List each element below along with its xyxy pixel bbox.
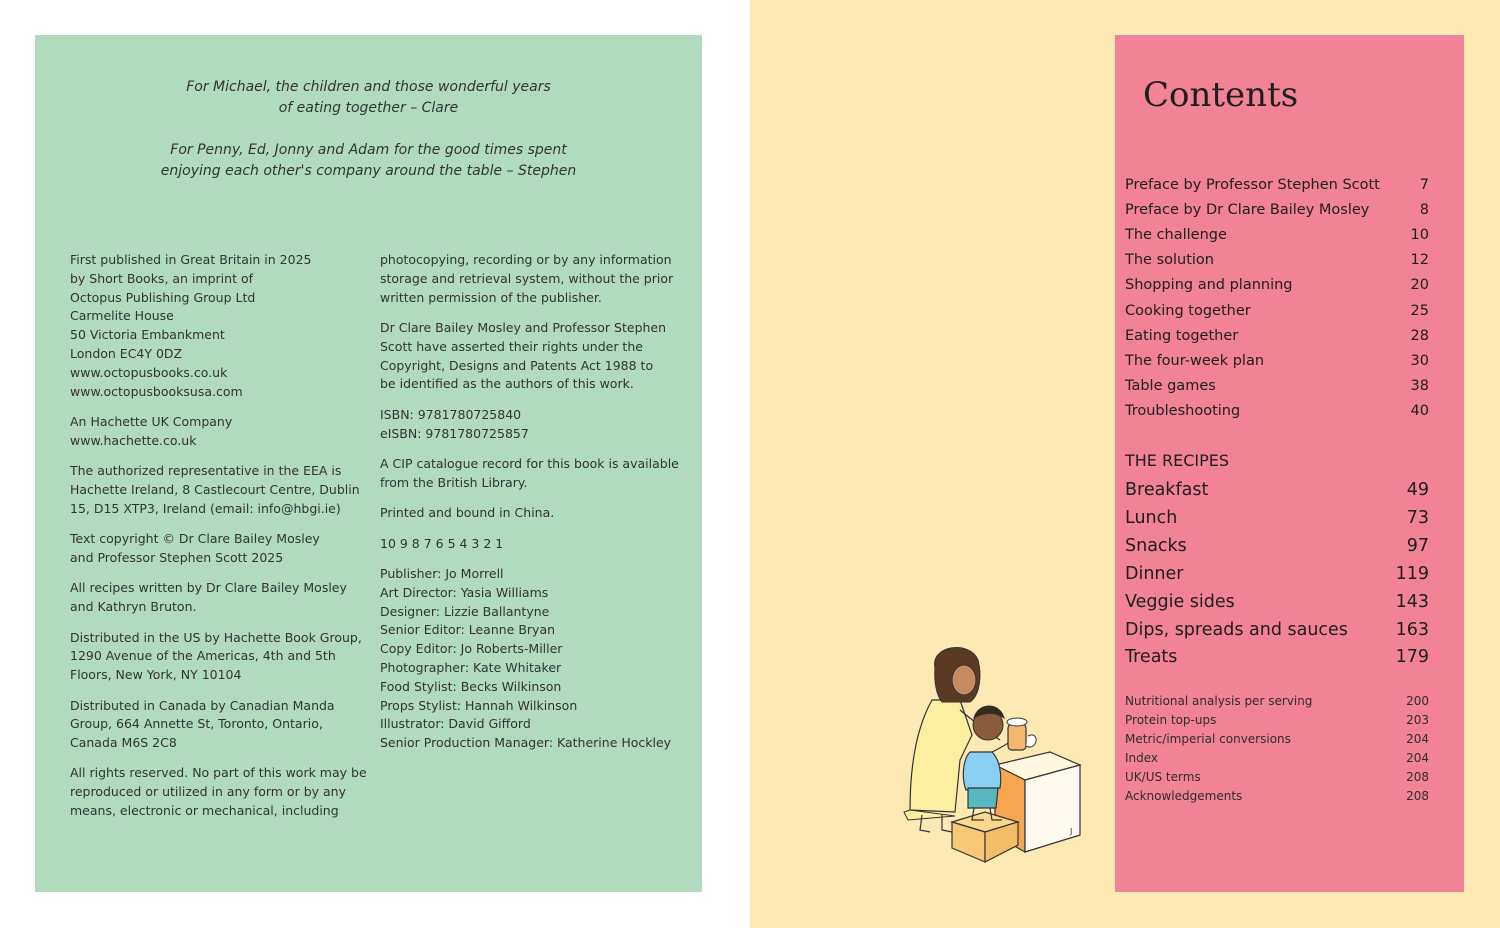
- imprint-line: www.octopusbooksusa.com: [70, 383, 243, 399]
- imprint-paragraph: [70, 697, 367, 753]
- artist-signature: J: [1070, 827, 1073, 836]
- toc-entry: [1125, 324, 1429, 349]
- toc-entry-page: 143: [1395, 591, 1429, 612]
- toc-entry: [1125, 399, 1429, 424]
- imprint-paragraph: [70, 462, 367, 518]
- toc-entry-label: Eating together: [1125, 327, 1239, 344]
- dedication-line: For Michael, the children and those wonderful years: [186, 79, 551, 95]
- imprint-line: Group, 664 Annette St, Toronto, Ontario,: [70, 716, 323, 732]
- toc-entry: [1125, 749, 1429, 768]
- toc-entry: [1125, 560, 1429, 588]
- toc-entry-label: Treats: [1125, 647, 1178, 668]
- imprint-line: storage and retrieval system, without the prior: [380, 270, 674, 286]
- imprint-paragraph: [380, 319, 679, 394]
- toc-entry-label: Table games: [1125, 377, 1216, 394]
- toc-entry: [1125, 768, 1429, 787]
- imprint-right-column: [380, 251, 679, 764]
- toc-entry-page: 200: [1406, 694, 1429, 708]
- toc-entry: [1125, 588, 1429, 616]
- imprint-line: from the British Library.: [380, 474, 528, 490]
- imprint-line: Props Stylist: Hannah Wilkinson: [380, 697, 578, 713]
- imprint-line: photocopying, recording or by any information: [380, 252, 672, 267]
- toc-entry: [1125, 532, 1429, 560]
- imprint-line: Distributed in the US by Hachette Book Group,: [70, 629, 362, 645]
- toc-entry-page: 12: [1410, 252, 1429, 269]
- imprint-paragraph: [380, 406, 679, 444]
- toc-entry-label: Preface by Dr Clare Bailey Mosley: [1125, 202, 1370, 219]
- toc-entry-page: 40: [1410, 402, 1429, 419]
- imprint-left-column: [70, 251, 367, 832]
- imprint-paragraph: [70, 629, 367, 685]
- toc-entry-label: Veggie sides: [1125, 591, 1235, 612]
- dedication-line: For Penny, Ed, Jonny and Adam for the good times spent: [170, 142, 567, 158]
- imprint-line: London EC4Y 0DZ: [70, 345, 183, 361]
- toc-entry-page: 163: [1395, 619, 1429, 640]
- toc-entry-label: Index: [1125, 750, 1159, 765]
- toc-entry: [1125, 787, 1429, 806]
- imprint-paragraph: [380, 535, 679, 554]
- recipes-heading: THE RECIPES: [1125, 451, 1230, 470]
- toc-entry-label: Breakfast: [1125, 480, 1209, 500]
- imprint-line: be identified as the authors of this work.: [380, 376, 634, 392]
- imprint-line: Canada M6S 2C8: [70, 735, 177, 751]
- imprint-line: Copyright, Designs and Patents Act 1988 to: [380, 357, 654, 373]
- imprint-line: Text copyright © Dr Clare Bailey Mosley: [70, 531, 320, 547]
- imprint-line: means, electronic or mechanical, including: [70, 803, 339, 819]
- toc-entry: [1125, 299, 1429, 324]
- imprint-paragraph: [70, 413, 367, 451]
- dedication-line: of eating together – Clare: [278, 100, 459, 116]
- toc-entry-label: Cooking together: [1125, 302, 1251, 319]
- imprint-line: Photographer: Kate Whitaker: [380, 659, 562, 675]
- imprint-line: by Short Books, an imprint of: [70, 270, 253, 286]
- toc-entry-page: 38: [1410, 377, 1429, 394]
- toc-entry-page: 25: [1410, 302, 1429, 319]
- imprint-line: 10 9 8 7 6 5 4 3 2 1: [380, 535, 504, 551]
- toc-entry-page: 7: [1419, 177, 1429, 193]
- toc-entry-label: Preface by Professor Stephen Scott: [1125, 177, 1380, 193]
- toc-entry: [1125, 476, 1429, 504]
- toc-entry-page: 208: [1406, 788, 1429, 803]
- toc-entry-label: Protein top-ups: [1125, 712, 1217, 727]
- imprint-paragraph: [380, 455, 679, 493]
- imprint-line: www.octopusbooks.co.uk: [70, 364, 228, 380]
- imprint-line: Illustrator: David Gifford: [380, 716, 531, 732]
- dedication-stephen: [35, 140, 702, 182]
- imprint-line: and Professor Stephen Scott 2025: [70, 549, 284, 565]
- imprint-line: www.hachette.co.uk: [70, 432, 197, 448]
- imprint-line: Carmelite House: [70, 308, 174, 324]
- imprint-line: The authorized representative in the EEA is: [70, 463, 342, 479]
- imprint-paragraph: [380, 504, 679, 523]
- toc-entry-page: 10: [1410, 227, 1429, 244]
- imprint-paragraph: [70, 579, 367, 617]
- imprint-line: and Kathryn Bruton.: [70, 599, 197, 615]
- toc-entry-label: Nutritional analysis per serving: [1125, 694, 1313, 708]
- imprint-line: reproduced or utilized in any form or by any: [70, 784, 346, 800]
- imprint-line: 1290 Avenue of the Americas, 4th and 5th: [70, 648, 336, 664]
- imprint-paragraph: [380, 565, 679, 753]
- toc-entry-page: 97: [1406, 535, 1429, 556]
- toc-entry-label: Metric/imperial conversions: [1125, 731, 1291, 746]
- imprint-paragraph: [70, 530, 367, 568]
- parent-child-cooking-illustration: [900, 640, 1100, 870]
- contents-title: Contents: [1143, 75, 1299, 115]
- imprint-paragraph: [70, 251, 367, 401]
- imprint-paragraph: [380, 251, 679, 307]
- imprint-line: First published in Great Britain in 2025: [70, 252, 312, 267]
- toc-entry-label: The four-week plan: [1125, 352, 1265, 369]
- toc-entry: [1125, 730, 1429, 749]
- toc-entry-label: Acknowledgements: [1125, 788, 1243, 803]
- imprint-line: Publisher: Jo Morrell: [380, 565, 504, 581]
- imprint-line: Copy Editor: Jo Roberts-Miller: [380, 641, 563, 657]
- toc-entry-label: Snacks: [1125, 535, 1187, 556]
- toc-entry: [1125, 643, 1429, 671]
- imprint-line: Dr Clare Bailey Mosley and Professor Stephen: [380, 319, 667, 335]
- imprint-line: Printed and bound in China.: [380, 505, 555, 521]
- toc-entry-page: 208: [1406, 769, 1429, 784]
- toc-entry-page: 8: [1419, 202, 1429, 219]
- toc-entry: [1125, 711, 1429, 730]
- toc-entry-page: 73: [1406, 507, 1429, 528]
- imprint-line: All rights reserved. No part of this work may be: [70, 765, 367, 781]
- imprint-line: Distributed in Canada by Canadian Manda: [70, 697, 335, 713]
- toc-entry: [1125, 349, 1429, 374]
- imprint-line: Scott have asserted their rights under the: [380, 338, 643, 354]
- toc-entry: [1125, 223, 1429, 248]
- imprint-line: Senior Editor: Leanne Bryan: [380, 622, 556, 638]
- imprint-line: Hachette Ireland, 8 Castlecourt Centre, Dublin: [70, 481, 360, 497]
- imprint-line: A CIP catalogue record for this book is available: [380, 455, 679, 471]
- toc-entry: [1125, 198, 1429, 223]
- imprint-panel: [35, 35, 702, 892]
- imprint-line: All recipes written by Dr Clare Bailey Mosley: [70, 580, 347, 596]
- toc-entry: [1125, 616, 1429, 644]
- toc-entry-page: 203: [1406, 712, 1429, 727]
- toc-entry-label: Lunch: [1125, 507, 1178, 528]
- toc-entry: [1125, 248, 1429, 273]
- imprint-line: eISBN: 9781780725857: [380, 425, 529, 441]
- imprint-line: written permission of the publisher.: [380, 289, 602, 305]
- right-page: [750, 0, 1500, 928]
- toc-entry: [1125, 173, 1429, 198]
- toc-entry: [1125, 374, 1429, 399]
- imprint-line: Art Director: Yasia Williams: [380, 584, 549, 600]
- toc-entry-page: 204: [1406, 731, 1429, 746]
- toc-entry: [1125, 504, 1429, 532]
- toc-entry-page: 204: [1406, 750, 1429, 765]
- imprint-line: Octopus Publishing Group Ltd: [70, 289, 256, 305]
- toc-entry-page: 179: [1395, 647, 1429, 668]
- dedication-line: enjoying each other's company around the table – Stephen: [160, 163, 577, 179]
- toc-entry-page: 49: [1406, 480, 1429, 500]
- toc-entry-label: Dips, spreads and sauces: [1125, 619, 1348, 640]
- imprint-line: Senior Production Manager: Katherine Hockley: [380, 735, 672, 751]
- toc-entry-label: Troubleshooting: [1125, 402, 1241, 419]
- imprint-line: Floors, New York, NY 10104: [70, 667, 242, 683]
- toc-entry-label: UK/US terms: [1125, 769, 1201, 784]
- toc-entry-label: Shopping and planning: [1125, 277, 1293, 294]
- imprint-line: 50 Victoria Embankment: [70, 327, 225, 343]
- contents-panel: [1115, 35, 1464, 892]
- toc-entry-label: The challenge: [1125, 227, 1227, 244]
- toc-entry-label: The solution: [1125, 252, 1214, 269]
- toc-entry-page: 30: [1410, 352, 1429, 369]
- imprint-line: ISBN: 9781780725840: [380, 406, 522, 422]
- imprint-line: 15, D15 XTP3, Ireland (email: info@hbgi.ie): [70, 500, 341, 516]
- imprint-line: Designer: Lizzie Ballantyne: [380, 603, 550, 619]
- toc-entry-page: 119: [1395, 563, 1429, 584]
- imprint-paragraph: [70, 764, 367, 820]
- imprint-line: Food Stylist: Becks Wilkinson: [380, 678, 562, 694]
- toc-entry: [1125, 692, 1429, 711]
- toc-entry-label: Dinner: [1125, 563, 1184, 584]
- toc-entry-page: 28: [1410, 327, 1429, 344]
- imprint-line: An Hachette UK Company: [70, 413, 233, 429]
- toc-entry-page: 20: [1410, 277, 1429, 294]
- toc-entry: [1125, 273, 1429, 298]
- dedication-clare: [35, 77, 702, 119]
